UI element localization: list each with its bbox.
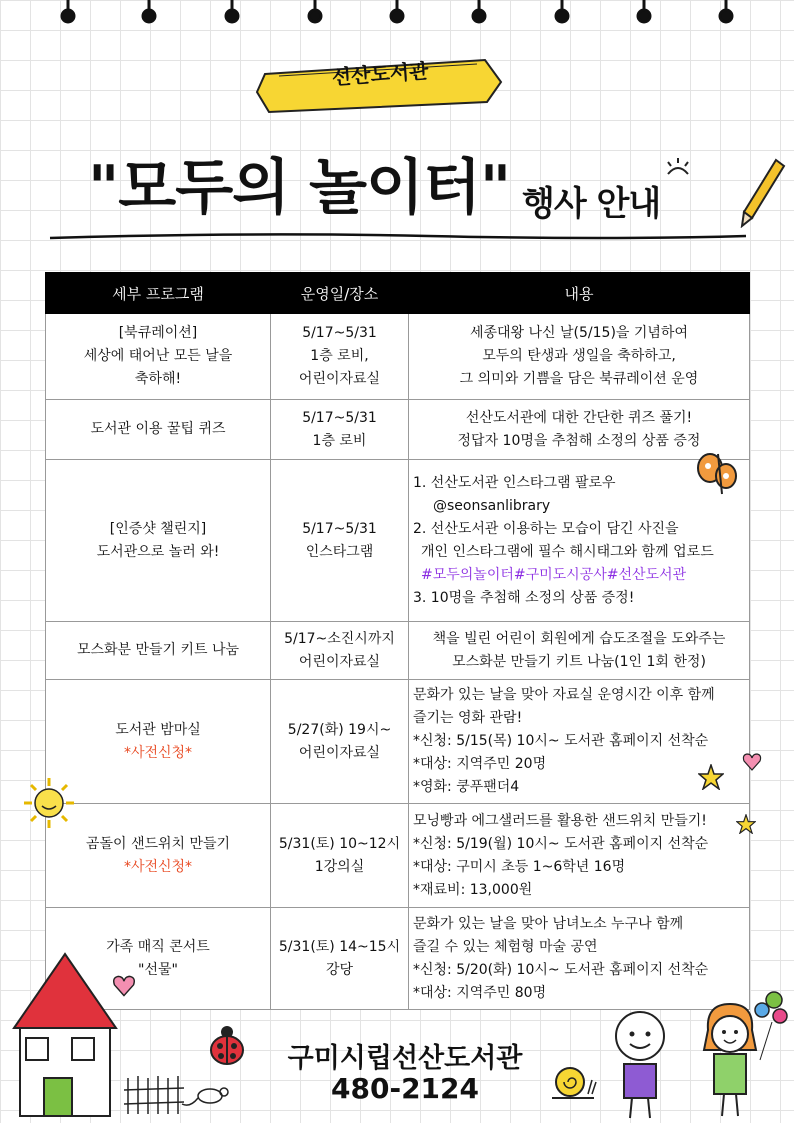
header-schedule: 운영일/장소 xyxy=(271,273,409,314)
hashtag-line: #모두의놀이터#구미도시공사#선산도서관 xyxy=(421,566,687,583)
header-program: 세부 프로그램 xyxy=(46,273,271,314)
schedule-cell xyxy=(271,804,409,908)
schedule-cell xyxy=(271,460,409,622)
schedule-cell xyxy=(271,908,409,1010)
library-phone: 480-2124 xyxy=(331,1072,479,1105)
content-line: *신청: 5/15(목) 10시~ 도서관 홈페이지 선착순 xyxy=(413,733,709,749)
table-row xyxy=(46,460,750,622)
content-line: 1. 선산도서관 인스타그램 팔로우 xyxy=(413,474,616,491)
content-line: 모두의 탄생과 생일을 축하하고, xyxy=(482,348,676,364)
binder-rings xyxy=(0,0,794,30)
schedule-line: 5/17~소진시까지 xyxy=(284,630,395,647)
program-line: 곰돌이 샌드위치 만들기 xyxy=(85,835,231,852)
schedule-line: 1층 로비, xyxy=(310,348,369,364)
library-name: 구미시립선산도서관 xyxy=(287,1043,523,1074)
content-line: 선산도서관에 대한 간단한 퀴즈 풀기! xyxy=(465,409,693,426)
ladybug-icon xyxy=(208,1024,246,1066)
program-line: 축하해! xyxy=(134,371,182,387)
schedule-line: 어린이자료실 xyxy=(298,744,381,761)
sparkle-icon xyxy=(664,158,692,176)
content-line: *대상: 지역주민 20명 xyxy=(413,756,547,772)
schedule-cell xyxy=(271,622,409,680)
schedule-cell xyxy=(271,400,409,460)
content-line: 정답자 10명을 추첨해 소정의 상품 증정 xyxy=(457,432,701,449)
program-line: 도서관 밤마실 xyxy=(115,721,201,738)
table-row xyxy=(46,680,750,804)
star-icon xyxy=(698,764,724,790)
schedule-line: 인스타그램 xyxy=(305,543,374,560)
schedule-cell xyxy=(271,680,409,804)
content-line: 책을 빌린 어린이 회원에게 습도조절을 도와주는 xyxy=(432,630,726,647)
snail-icon xyxy=(548,1058,598,1102)
table-row xyxy=(46,314,750,400)
program-line: 도서관으로 놀러 와! xyxy=(96,543,220,560)
schedule-line: 강당 xyxy=(325,961,354,978)
content-line: 즐기는 영화 관람! xyxy=(413,710,523,726)
schedule-line: 5/31(토) 14~15시 xyxy=(278,938,401,955)
program-cell xyxy=(46,314,271,400)
content-line: 문화가 있는 날을 맞아 자료실 운영시간 이후 함께 xyxy=(413,687,715,703)
schedule-line: 어린이자료실 xyxy=(298,371,381,387)
heart-icon xyxy=(742,752,762,772)
schedule-line: 1강의실 xyxy=(314,858,365,875)
events-table xyxy=(45,272,750,1010)
title-underline xyxy=(48,228,748,244)
content-line: 개인 인스타그램에 필수 해시태그와 함께 업로드 xyxy=(421,543,714,560)
content-line: 3. 10명을 추첨해 소정의 상품 증정! xyxy=(413,589,635,606)
table-header-row xyxy=(46,273,750,314)
program-cell xyxy=(46,400,271,460)
content-line: *재료비: 13,000원 xyxy=(413,881,533,898)
content-line: 세종대왕 나신 날(5/15)을 기념하여 xyxy=(469,325,688,341)
schedule-line: 어린이자료실 xyxy=(298,653,381,670)
preregistration-note: *사전신청* xyxy=(123,744,193,761)
content-line: 2. 선산도서관 이용하는 모습이 담긴 사진을 xyxy=(413,520,679,537)
content-line: 모스화분 만들기 키트 나눔(1인 1회 한정) xyxy=(452,653,706,670)
table-row xyxy=(46,622,750,680)
fence-icon xyxy=(124,1068,244,1116)
page-title: "모두의 놀이터" xyxy=(88,153,511,223)
content-cell xyxy=(409,622,750,680)
butterfly-icon xyxy=(694,446,742,498)
table-row xyxy=(46,400,750,460)
schedule-line: 1층 로비 xyxy=(312,432,367,449)
star-icon xyxy=(736,814,756,834)
program-line: 모스화분 만들기 키트 나눔 xyxy=(76,642,240,658)
program-cell xyxy=(46,804,271,908)
instagram-handle: @seonsanlibrary xyxy=(433,497,551,514)
content-line: *대상: 구미시 초등 1~6학년 16명 xyxy=(413,858,626,875)
table-row xyxy=(46,804,750,908)
content-line: *영화: 쿵푸팬더4 xyxy=(413,779,520,795)
content-cell xyxy=(409,804,750,908)
content-line: 즐길 수 있는 체험형 마술 공연 xyxy=(413,938,598,955)
table-row xyxy=(46,908,750,1010)
pencil-icon xyxy=(738,156,786,228)
header-content: 내용 xyxy=(409,273,750,314)
content-line: 모닝빵과 에그샐러드를 활용한 샌드위치 만들기! xyxy=(413,812,707,829)
program-tag: [북큐레이션] xyxy=(118,325,198,341)
content-line: *신청: 5/20(화) 10시~ 도서관 홈페이지 선착순 xyxy=(413,961,709,978)
program-line: 도서관 이용 꿀팁 퀴즈 xyxy=(90,421,226,437)
program-cell xyxy=(46,622,271,680)
preregistration-note: *사전신청* xyxy=(123,858,193,875)
content-line: 문화가 있는 날을 맞아 남녀노소 누구나 함께 xyxy=(413,915,684,932)
program-line: "선물" xyxy=(138,961,178,978)
schedule-line: 5/17~5/31 xyxy=(302,520,377,537)
girl-with-balloons-icon xyxy=(696,990,792,1120)
page-subtitle: 행사 안내 xyxy=(522,184,661,224)
program-line: 가족 매직 콘서트 xyxy=(106,938,210,955)
house-icon xyxy=(10,948,120,1118)
schedule-line: 5/17~5/31 xyxy=(302,325,377,341)
schedule-line: 5/27(화) 19시~ xyxy=(287,721,392,738)
sun-icon xyxy=(22,776,76,830)
ribbon-label: 선산도서관 xyxy=(331,58,430,90)
program-tag: [인증샷 챌린지] xyxy=(109,520,207,537)
content-line: 그 의미와 기쁨을 담은 북큐레이션 운영 xyxy=(459,371,699,387)
boy-doodle-icon xyxy=(600,1008,680,1120)
content-cell xyxy=(409,314,750,400)
schedule-line: 5/31(토) 10~12시 xyxy=(278,835,401,852)
content-line: *신청: 5/19(월) 10시~ 도서관 홈페이지 선착순 xyxy=(413,835,709,852)
content-line: *대상: 지역주민 80명 xyxy=(413,984,547,1001)
schedule-line: 5/17~5/31 xyxy=(302,409,377,426)
program-cell xyxy=(46,680,271,804)
program-line: 세상에 태어난 모든 날을 xyxy=(83,348,233,364)
schedule-cell xyxy=(271,314,409,400)
program-cell xyxy=(46,460,271,622)
